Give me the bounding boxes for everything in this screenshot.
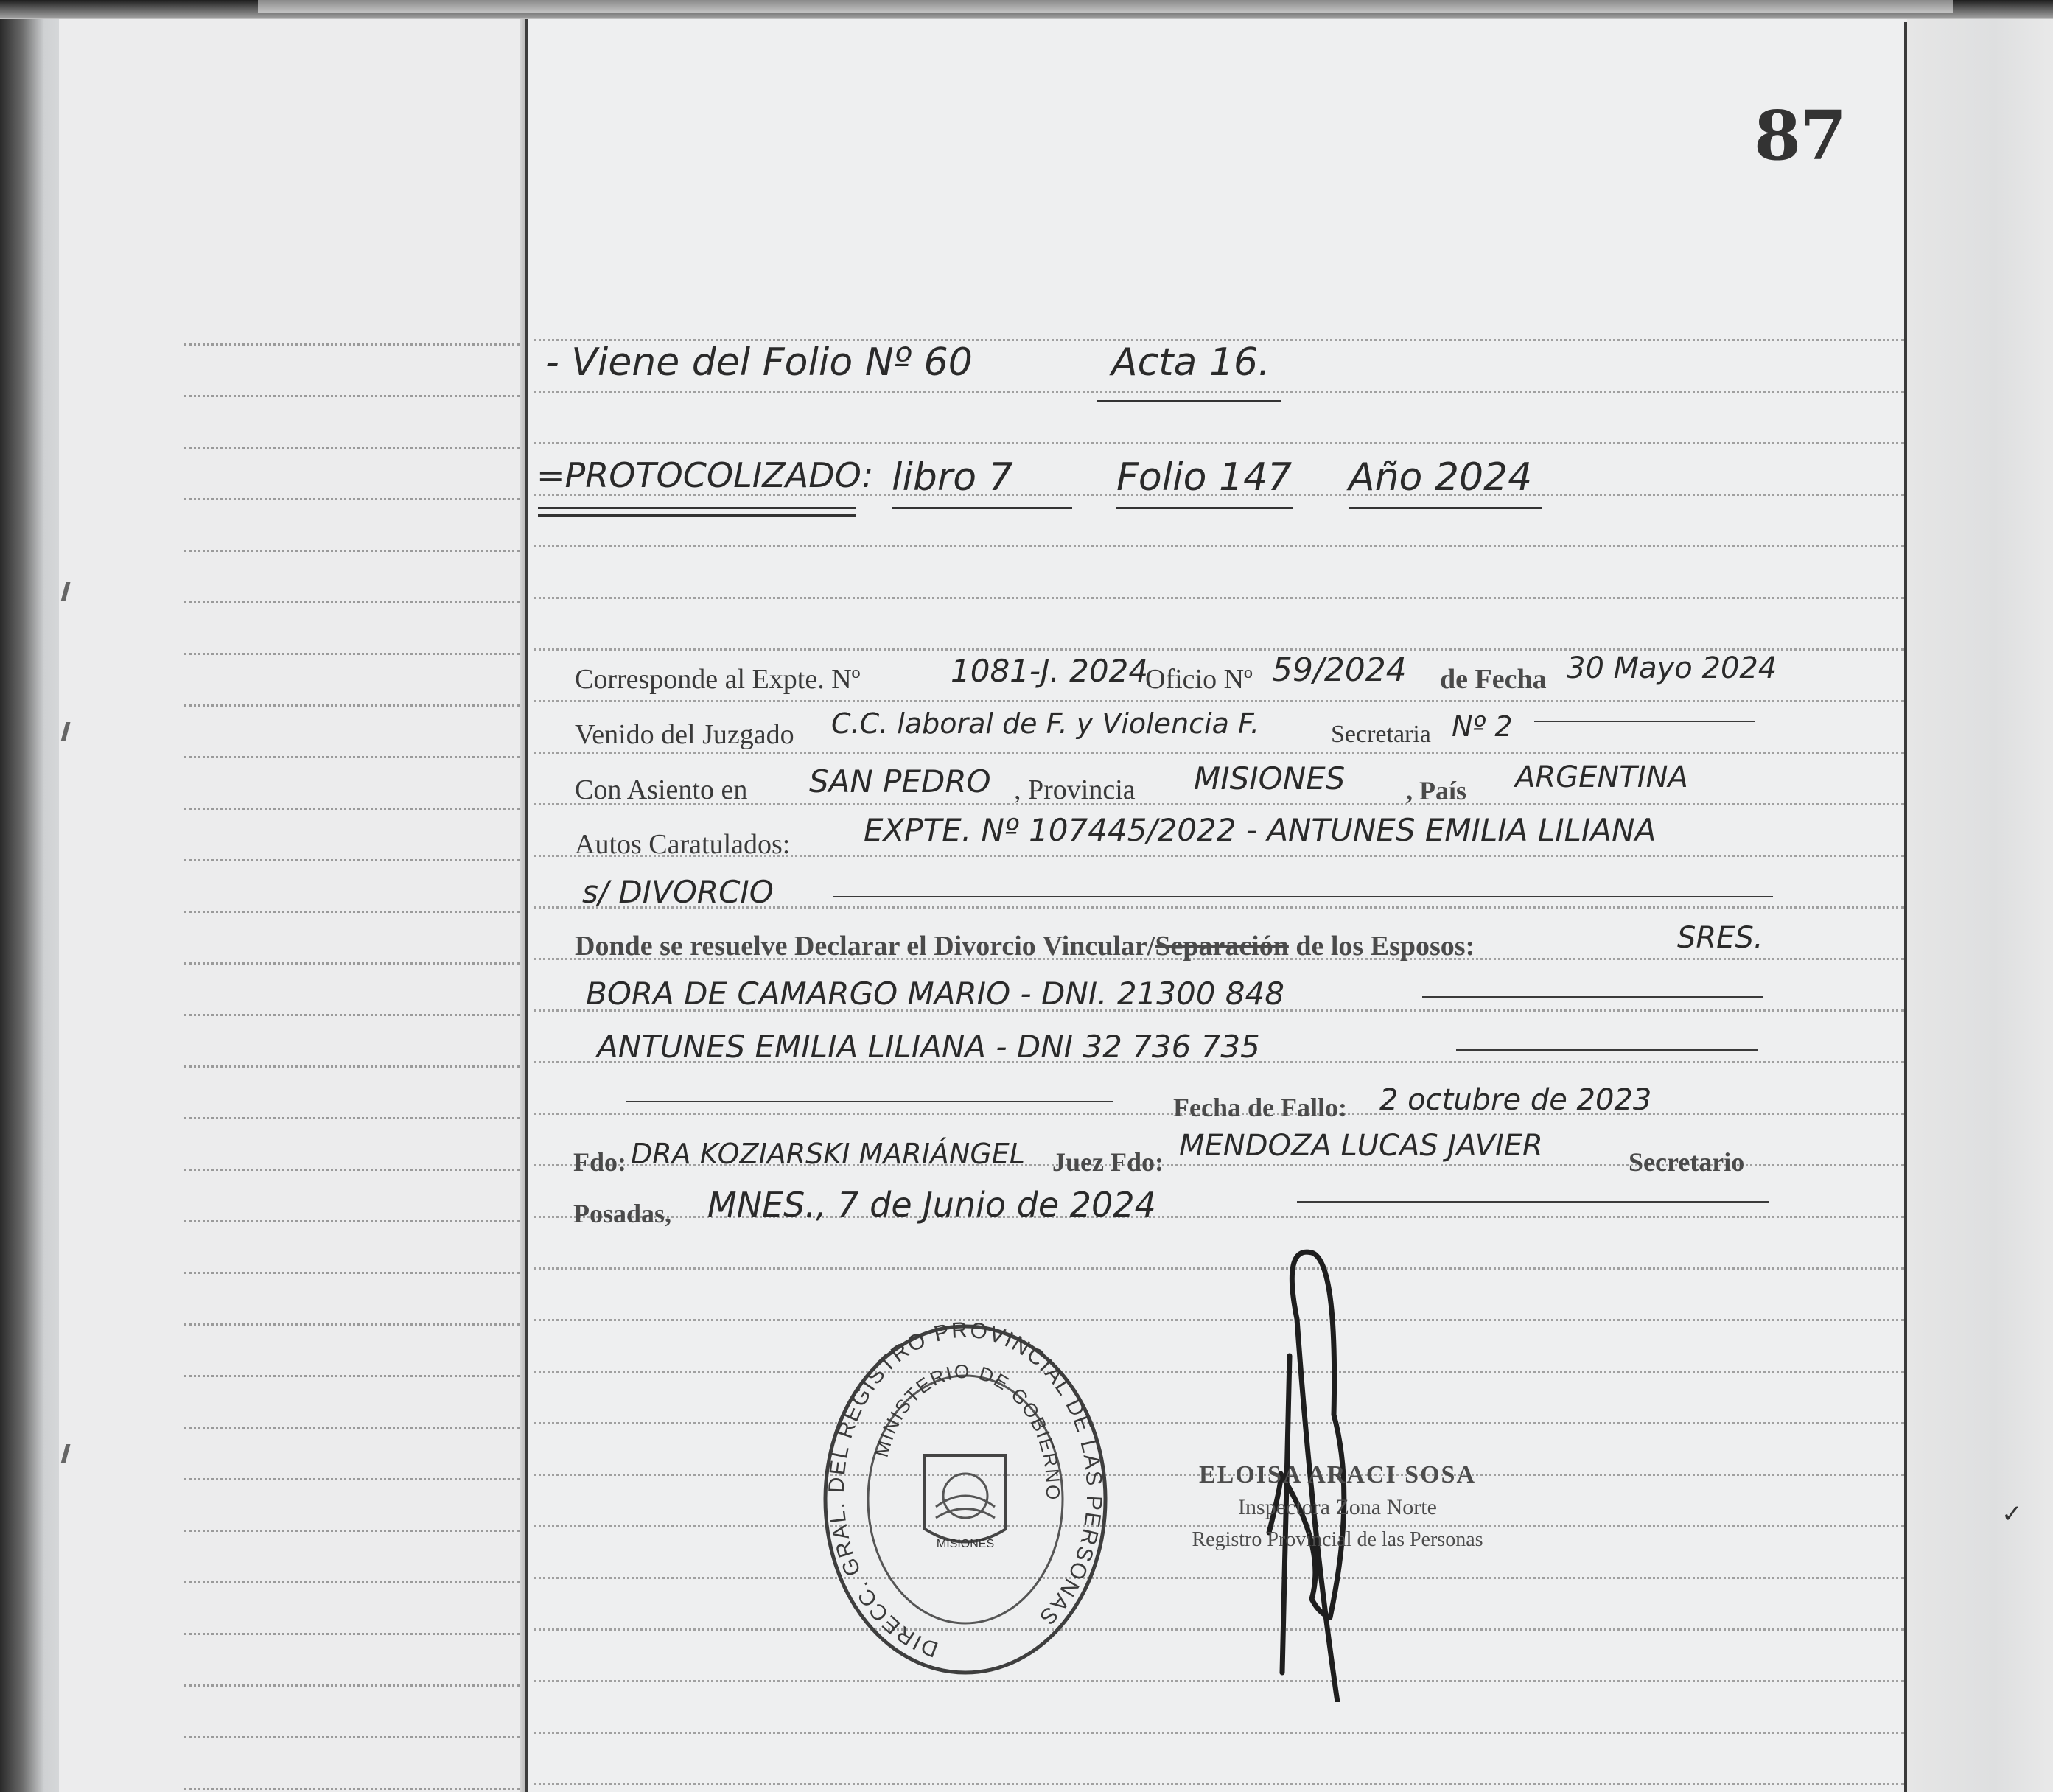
lugar-fecha-value: MNES., 7 de Junio de 2024 bbox=[707, 1185, 1156, 1225]
signatory-title: Inspectora Zona Norte bbox=[1238, 1495, 1437, 1519]
left-margin-area bbox=[59, 19, 523, 1792]
ruled-line-right bbox=[534, 648, 1904, 651]
ruled-line-left bbox=[184, 1220, 520, 1222]
ruled-line-left bbox=[184, 1530, 520, 1532]
asiento-label: Con Asiento en bbox=[575, 774, 748, 805]
ruled-line-right bbox=[534, 700, 1904, 702]
fecha-label: de Fecha bbox=[1440, 664, 1547, 695]
posadas-label: Posadas, bbox=[573, 1199, 672, 1228]
ruled-line-left bbox=[184, 1375, 520, 1377]
folio-page-number: 87 bbox=[1754, 96, 1846, 175]
pais-label: , País bbox=[1406, 776, 1467, 805]
libro-underline bbox=[892, 507, 1072, 509]
oficio-value: 59/2024 bbox=[1272, 651, 1407, 689]
secretaria-fill-line bbox=[1534, 721, 1755, 722]
ruled-line-left bbox=[184, 756, 520, 758]
autos-value-line-1: EXPTE. Nº 107445/2022 - ANTUNES EMILIA LILIANA bbox=[864, 812, 1657, 848]
pais-value: ARGENTINA bbox=[1515, 760, 1688, 794]
oficio-label: Oficio Nº bbox=[1145, 664, 1253, 695]
ruled-line-right bbox=[534, 442, 1904, 444]
ruled-line-left bbox=[184, 1014, 520, 1016]
ruled-line-right bbox=[534, 391, 1904, 393]
secretario-label: Secretario bbox=[1629, 1147, 1745, 1177]
folio-note: Folio 147 bbox=[1116, 455, 1293, 500]
fdo-label: Fdo: bbox=[573, 1147, 626, 1177]
scan-top-edge-shadow bbox=[258, 0, 1953, 13]
ruled-line-left bbox=[184, 859, 520, 861]
juez-value: DRA KOZIARSKI MARIÁNGEL bbox=[631, 1138, 1025, 1170]
fecha-value: 30 Mayo 2024 bbox=[1567, 651, 1777, 685]
ruled-line-left bbox=[184, 1272, 520, 1274]
lugar-fecha-fill-line bbox=[1297, 1201, 1769, 1203]
esposos-value: SRES. bbox=[1677, 921, 1763, 955]
folio-underline bbox=[1116, 507, 1293, 509]
ruled-line-left bbox=[184, 550, 520, 552]
protocolizado-underline-2 bbox=[538, 514, 856, 517]
ruled-line-right bbox=[534, 597, 1904, 599]
seal-inner-text: MINISTERIO DE GOBIERNO bbox=[870, 1359, 1065, 1502]
acta-number-note: Acta 16. bbox=[1111, 340, 1270, 385]
protocolizado-underline bbox=[538, 507, 856, 509]
seal-shield bbox=[925, 1455, 1006, 1542]
autos-label: Autos Caratulados: bbox=[575, 829, 791, 860]
fecha-fallo-value: 2 octubre de 2023 bbox=[1379, 1083, 1652, 1117]
seal-waves bbox=[936, 1496, 995, 1518]
anio-underline bbox=[1349, 507, 1542, 509]
ruled-line-right bbox=[534, 1732, 1904, 1734]
secretario-value: MENDOZA LUCAS JAVIER bbox=[1179, 1129, 1543, 1163]
secretaria-value: Nº 2 bbox=[1452, 710, 1513, 743]
juez-label: Juez Fdo: bbox=[1052, 1147, 1164, 1177]
ruled-line-right bbox=[534, 545, 1904, 547]
juzgado-label: Venido del Juzgado bbox=[575, 719, 794, 750]
divorcio-statement-a: Donde se resuelve Declarar el Divorcio Vincular/ bbox=[575, 931, 1155, 962]
ruled-line-left bbox=[184, 1478, 520, 1480]
seal-emblem-text: MISIONES bbox=[936, 1538, 995, 1550]
ruled-line-left bbox=[184, 447, 520, 449]
margin-mark: ✓ bbox=[2001, 1499, 2023, 1529]
ruled-line-left bbox=[184, 1427, 520, 1429]
ruled-line-left bbox=[184, 1323, 520, 1326]
ruled-line-left bbox=[184, 395, 520, 397]
juzgado-value: C.C. laboral de F. y Violencia F. bbox=[831, 707, 1260, 740]
next-page-edge bbox=[1907, 19, 2053, 1792]
ruled-line-left bbox=[184, 1736, 520, 1738]
signatory-office: Registro Provincial de las Personas bbox=[1192, 1528, 1483, 1551]
ruled-line-right bbox=[534, 1783, 1904, 1785]
signatory-block bbox=[1164, 1459, 1511, 1556]
fecha-fallo-label: Fecha de Fallo: bbox=[1173, 1093, 1347, 1122]
expte-value: 1081-J. 2024 bbox=[951, 653, 1149, 689]
provincia-label: , Provincia bbox=[1014, 774, 1136, 805]
esposo-1: BORA DE CAMARGO MARIO - DNI. 21300 848 bbox=[586, 976, 1284, 1012]
ruled-line-left bbox=[184, 1633, 520, 1635]
divorcio-statement bbox=[575, 930, 1475, 962]
ruled-line-left bbox=[184, 343, 520, 346]
asiento-value: SAN PEDRO bbox=[809, 763, 991, 799]
viene-del-folio-note: - Viene del Folio Nº 60 bbox=[545, 340, 973, 385]
acta-underline bbox=[1097, 400, 1281, 402]
ruled-line-left bbox=[184, 498, 520, 500]
ruled-line-left bbox=[184, 808, 520, 810]
protocolizado-label: =PROTOCOLIZADO: bbox=[536, 455, 874, 495]
esposo-1-fill-line bbox=[1422, 996, 1763, 998]
ruled-line-right bbox=[534, 752, 1904, 754]
autos-fill-line bbox=[833, 896, 1773, 897]
ruled-line-left bbox=[184, 601, 520, 603]
expte-label: Corresponde al Expte. Nº bbox=[575, 664, 861, 695]
ruled-line-left bbox=[184, 1117, 520, 1119]
seal-emblem bbox=[925, 1455, 1006, 1550]
ruled-line-left bbox=[184, 1169, 520, 1171]
ruled-line-left bbox=[184, 1788, 520, 1790]
fallo-fill-line bbox=[626, 1101, 1113, 1102]
esposo-2-fill-line bbox=[1456, 1049, 1758, 1051]
libro-note: libro 7 bbox=[892, 455, 1013, 500]
ruled-line-left bbox=[184, 704, 520, 707]
autos-value-line-2: s/ DIVORCIO bbox=[582, 874, 774, 910]
signatory-name: ELOISA ARACI SOSA bbox=[1198, 1461, 1476, 1488]
provincia-value: MISIONES bbox=[1194, 760, 1346, 797]
ruled-line-left bbox=[184, 653, 520, 655]
ruled-line-left bbox=[184, 1581, 520, 1583]
ruled-line-left bbox=[184, 1684, 520, 1687]
esposo-2: ANTUNES EMILIA LILIANA - DNI 32 736 735 bbox=[597, 1029, 1260, 1065]
separacion-struck: Separación bbox=[1155, 931, 1289, 962]
official-seal bbox=[818, 1319, 1113, 1680]
ruled-line-left bbox=[184, 962, 520, 965]
ruled-line-left bbox=[184, 1065, 520, 1068]
seal-outer-text: DIRECC. GRAL. DEL REGISTRO PROVINCIAL DE LAS PERSONAS bbox=[824, 1319, 1107, 1662]
anio-note: Año 2024 bbox=[1349, 455, 1533, 500]
margin-rule bbox=[525, 19, 528, 1792]
ruled-line-left bbox=[184, 911, 520, 913]
divorcio-statement-b: de los Esposos: bbox=[1288, 931, 1475, 962]
secretaria-label: Secretaria bbox=[1331, 721, 1431, 748]
